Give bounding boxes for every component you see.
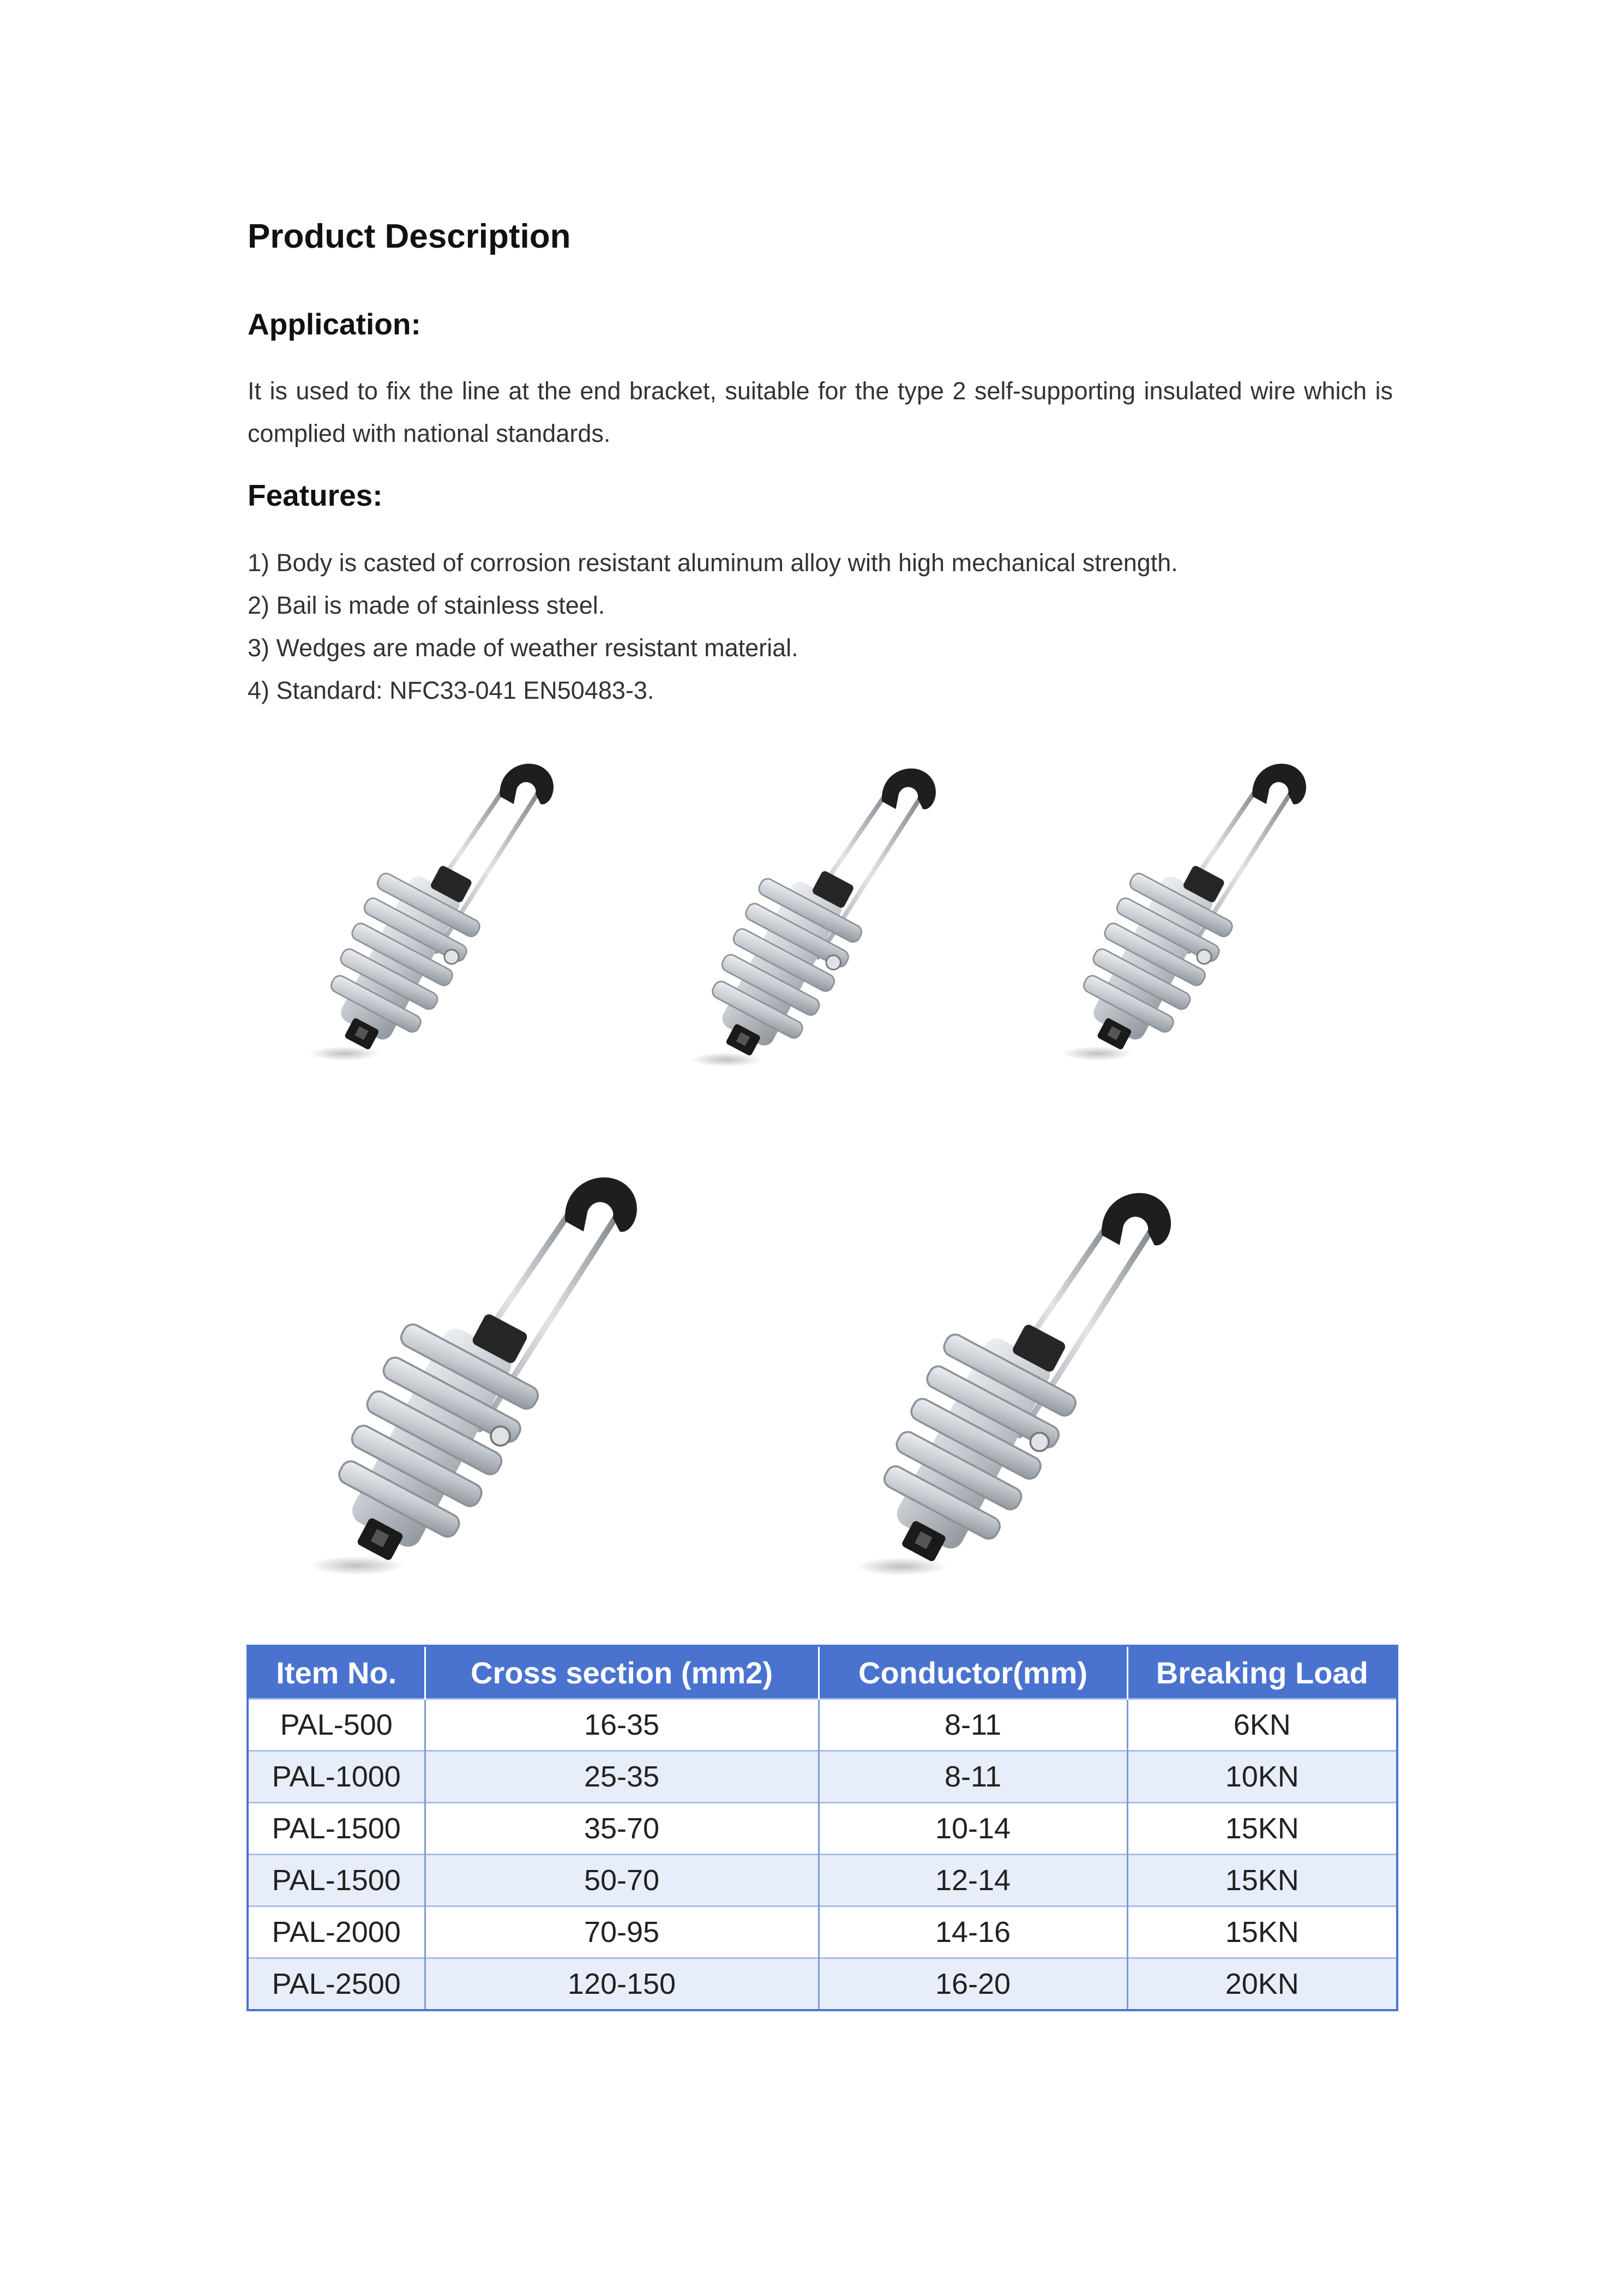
table-row (248, 1803, 1397, 1855)
table-cell: 16-35 (425, 1699, 819, 1751)
table-cell: 16-20 (819, 1958, 1127, 2011)
anchor-clamp-icon (807, 1173, 1233, 1593)
spec-table (247, 1645, 1398, 2011)
features-heading: Features: (248, 478, 383, 512)
table-cell: 14-16 (819, 1907, 1127, 1958)
table-cell: PAL-1000 (248, 1751, 425, 1803)
feature-item: 3) Wedges are made of weather resistant material. (248, 634, 798, 662)
table-cell: 50-70 (425, 1855, 819, 1907)
column-header: Conductor(mm) (819, 1646, 1127, 1699)
table-cell: 35-70 (425, 1803, 819, 1855)
anchor-clamp-icon (284, 742, 589, 1080)
table-cell: 15KN (1127, 1855, 1397, 1907)
feature-item: 2) Bail is made of stainless steel. (248, 591, 605, 619)
table-header-row (248, 1646, 1397, 1699)
anchor-clamp-icon (267, 1156, 693, 1593)
table-cell: 120-150 (425, 1958, 819, 2011)
column-header: Item No. (248, 1646, 425, 1699)
table-cell: 15KN (1127, 1803, 1397, 1855)
table-cell: 12-14 (819, 1855, 1127, 1907)
table-cell: 20KN (1127, 1958, 1397, 2011)
table-cell: 6KN (1127, 1699, 1397, 1751)
table-cell: PAL-1500 (248, 1855, 425, 1907)
column-header: Breaking Load (1127, 1646, 1397, 1699)
feature-item: 4) Standard: NFC33-041 EN50483-3. (248, 676, 654, 704)
table-cell: 15KN (1127, 1907, 1397, 1958)
table-row (248, 1699, 1397, 1751)
application-text: It is used to fix the line at the end bracket, suitable for the type 2 self-supporting insulated wire which is complied with national standards. (248, 377, 1393, 447)
table-row (248, 1958, 1397, 2011)
table-cell: PAL-500 (248, 1699, 425, 1751)
anchor-clamp-icon (1036, 742, 1342, 1080)
application-heading: Application: (248, 307, 421, 341)
anchor-clamp-icon (649, 753, 987, 1080)
table-cell: PAL-2000 (248, 1907, 425, 1958)
page-title: Product Description (248, 218, 571, 255)
table-cell: 10-14 (819, 1803, 1127, 1855)
table-row (248, 1855, 1397, 1907)
table-cell: 25-35 (425, 1751, 819, 1803)
table-cell: 70-95 (425, 1907, 819, 1958)
table-cell: 8-11 (819, 1751, 1127, 1803)
table-cell: 8-11 (819, 1699, 1127, 1751)
table-cell: PAL-1500 (248, 1803, 425, 1855)
table-cell: 10KN (1127, 1751, 1397, 1803)
features-list (248, 542, 1393, 712)
table-row (248, 1907, 1397, 1958)
table-row (248, 1751, 1397, 1803)
table-cell: PAL-2500 (248, 1958, 425, 2011)
column-header: Cross section (mm2) (425, 1646, 819, 1699)
feature-item: 1) Body is casted of corrosion resistant aluminum alloy with high mechanical strength. (248, 549, 1178, 577)
